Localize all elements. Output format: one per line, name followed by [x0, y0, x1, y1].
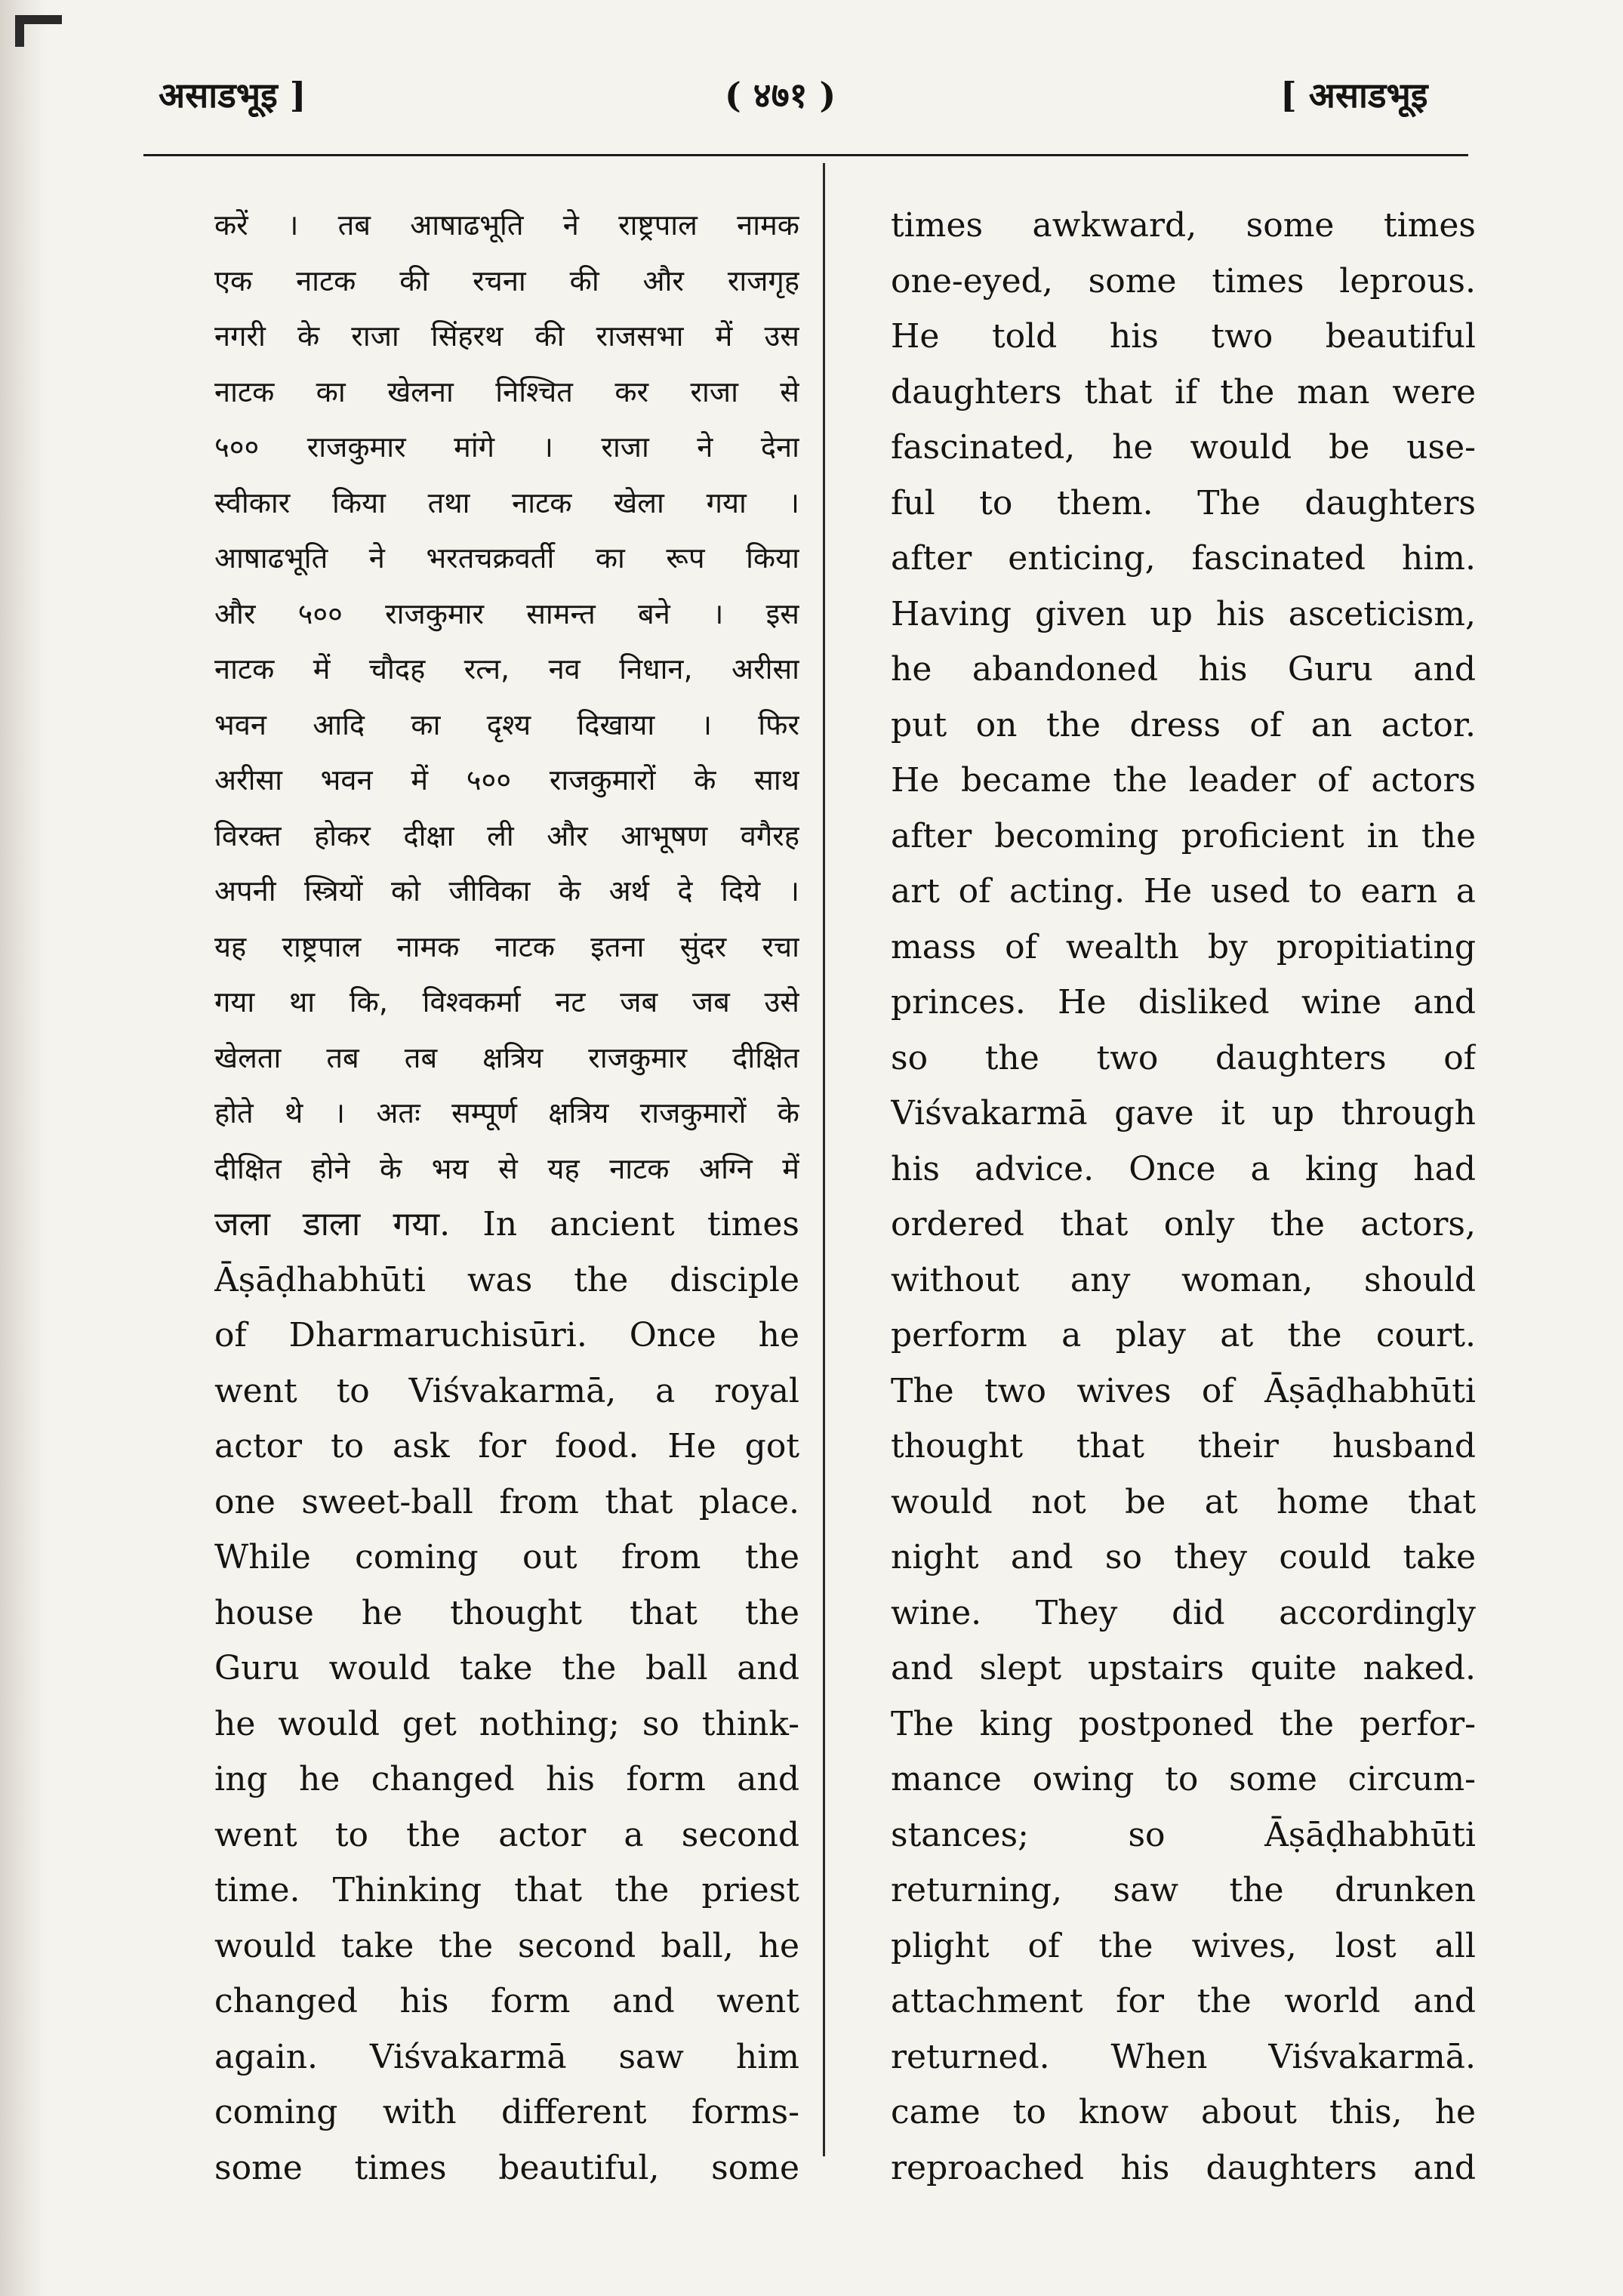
text-line: went to Viśvakarmā, a royal [214, 1371, 799, 1410]
text-line: attachment for the world and [891, 1982, 1476, 2020]
text-line: put on the dress of an actor. [891, 705, 1476, 744]
text-line: ful to them. The daughters [891, 483, 1476, 522]
header-left-title: असाडभूइ ] [159, 75, 306, 116]
text-line: one sweet-ball from that place. [214, 1482, 799, 1521]
text-line: खेलता तब तब क्षत्रिय राजकुमार दीक्षित [214, 1040, 799, 1074]
text-line: आषाढभूति ने भरतचक्रवर्ती का रूप किया [214, 541, 799, 575]
text-line: stances; so Āṣāḍhabhūti [891, 1815, 1476, 1854]
text-line: Guru would take the ball and [214, 1649, 799, 1687]
text-line: daughters that if the man were [891, 372, 1476, 411]
text-line: अरीसा भवन में ५०० राजकुमारों के साथ [214, 763, 799, 797]
text-line: time. Thinking that the priest [214, 1871, 799, 1909]
text-line: plight of the wives, lost all [891, 1926, 1476, 1965]
text-line: princes. He disliked wine and [891, 983, 1476, 1022]
text-line: returned. When Viśvakarmā. [891, 2037, 1476, 2076]
page-binding-edge [0, 0, 45, 2296]
text-line: coming with different forms- [214, 2093, 799, 2131]
text-line: नाटक में चौदह रत्न, नव निधान, अरीसा [214, 652, 799, 686]
text-line: नाटक का खेलना निश्चित कर राजा से [214, 374, 799, 408]
text-line: one-eyed, some times leprous. [891, 261, 1476, 300]
text-line: house he thought that the [214, 1593, 799, 1632]
text-line: he abandoned his Guru and [891, 650, 1476, 689]
text-line: so the two daughters of [891, 1038, 1476, 1077]
text-line: जला डाला गया. In ancient times [214, 1205, 799, 1244]
running-header [0, 62, 1623, 130]
text-line: again. Viśvakarmā saw him [214, 2037, 799, 2076]
text-line: ing he changed his form and [214, 1760, 799, 1798]
text-line: and slept upstairs quite naked. [891, 1649, 1476, 1687]
text-line: विरक्त होकर दीक्षा ली और आभूषण वगैरह [214, 818, 799, 852]
text-line: While coming out from the [214, 1538, 799, 1576]
text-line: thought that their husband [891, 1427, 1476, 1465]
text-line: Āṣāḍhabhūti was the disciple [214, 1260, 799, 1299]
text-line: went to the actor a second [214, 1815, 799, 1854]
text-line: Viśvakarmā gave it up through [891, 1094, 1476, 1133]
text-line: his advice. Once a king had [891, 1149, 1476, 1188]
text-line: ordered that only the actors, [891, 1205, 1476, 1244]
text-line: night and so they could take [891, 1538, 1476, 1576]
text-line: some times beautiful, some [214, 2148, 799, 2187]
text-line: after enticing, fascinated him. [891, 539, 1476, 578]
text-line: actor to ask for food. He got [214, 1427, 799, 1465]
text-line: returning, saw the drunken [891, 1871, 1476, 1909]
binding-corner-mark [15, 15, 62, 47]
text-line: भवन आदि का दृश्य दिखाया । फिर [214, 707, 799, 741]
text-line: came to know about this, he [891, 2093, 1476, 2131]
text-line: fascinated, he would be use- [891, 428, 1476, 467]
text-line: He told his two beautiful [891, 317, 1476, 356]
text-line: The king postponed the perfor- [891, 1704, 1476, 1743]
text-line: ५०० राजकुमार मांगे । राजा ने देना [214, 430, 799, 464]
text-line: would take the second ball, he [214, 1926, 799, 1965]
text-line: of Dharmaruchisūri. Once he [214, 1316, 799, 1354]
header-rule [143, 154, 1468, 156]
text-line: एक नाटक की रचना की और राजगृह [214, 264, 799, 297]
text-line: The two wives of Āṣāḍhabhūti [891, 1371, 1476, 1410]
text-line: दीक्षित होने के भय से यह नाटक अग्नि में [214, 1151, 799, 1185]
text-line: करें । तब आषाढभूति ने राष्ट्रपाल नामक [214, 208, 799, 242]
page-number: ( ४७१ ) [725, 75, 836, 116]
text-line: art of acting. He used to earn a [891, 872, 1476, 911]
column-divider [823, 163, 825, 2156]
text-line: गया था कि, विश्वकर्मा नट जब जब उसे [214, 985, 799, 1019]
text-line: नगरी के राजा सिंहरथ की राजसभा में उस [214, 319, 799, 353]
text-line: wine. They did accordingly [891, 1593, 1476, 1632]
text-line: without any woman, should [891, 1260, 1476, 1299]
text-line: mance owing to some circum- [891, 1760, 1476, 1798]
text-line: perform a play at the court. [891, 1316, 1476, 1354]
text-line: और ५०० राजकुमार सामन्त बने । इस [214, 596, 799, 630]
text-line: स्वीकार किया तथा नाटक खेला गया । [214, 485, 799, 519]
text-line: would not be at home that [891, 1482, 1476, 1521]
left-column [214, 198, 799, 2196]
text-line: mass of wealth by propitiating [891, 927, 1476, 966]
text-line: अपनी स्त्रियों को जीविका के अर्थ दे दिये । [214, 874, 799, 908]
text-line: changed his form and went [214, 1982, 799, 2020]
text-line: यह राष्ट्रपाल नामक नाटक इतना सुंदर रचा [214, 929, 799, 963]
right-column [891, 198, 1476, 2196]
text-line: He became the leader of actors [891, 761, 1476, 800]
text-line: times awkward, some times [891, 206, 1476, 245]
text-line: Having given up his asceticism, [891, 594, 1476, 633]
text-line: होते थे । अतः सम्पूर्ण क्षत्रिय राजकुमारों के [214, 1096, 799, 1130]
text-line: reproached his daughters and [891, 2148, 1476, 2187]
text-line: after becoming proficient in the [891, 816, 1476, 855]
text-line: he would get nothing; so think- [214, 1704, 799, 1743]
header-right-title: [ असाडभूइ [1280, 75, 1428, 116]
